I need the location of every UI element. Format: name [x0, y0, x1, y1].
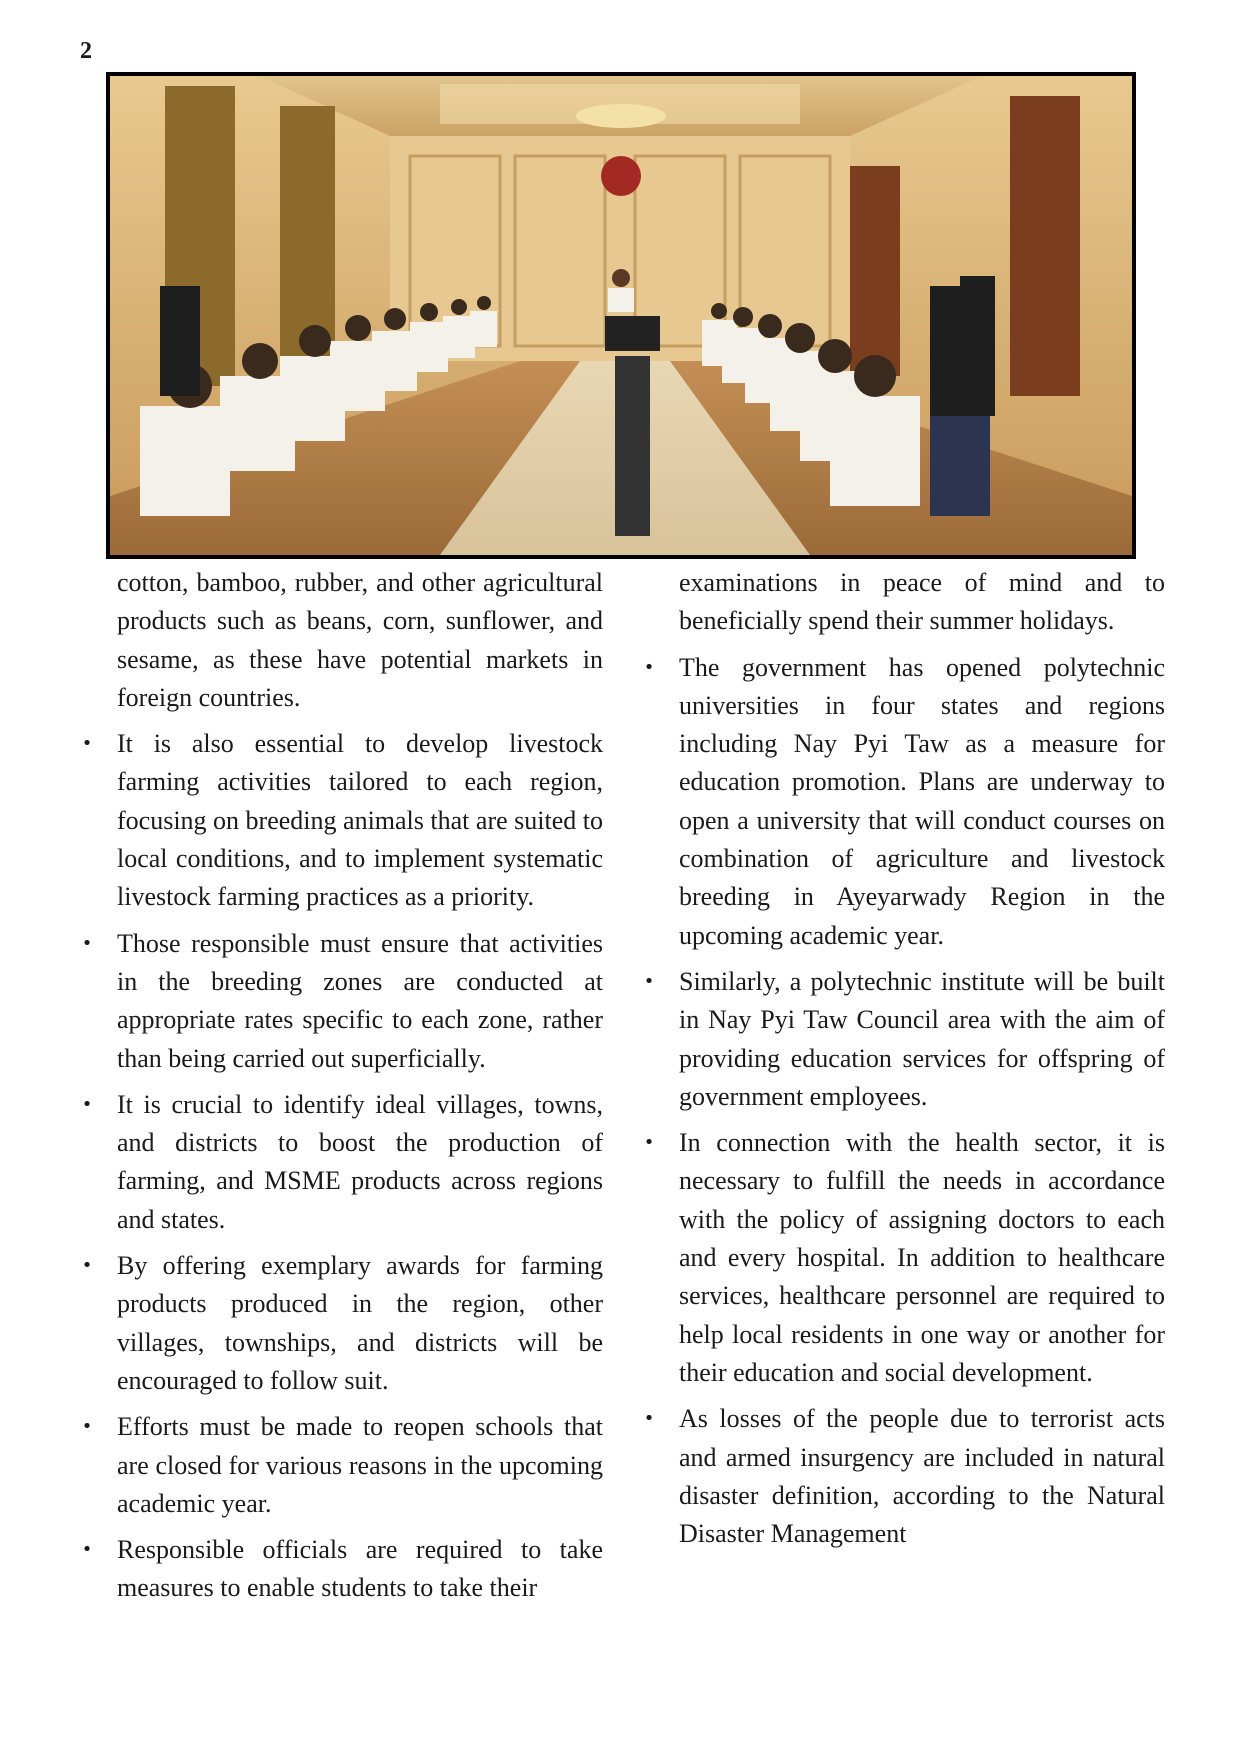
bullet-icon: • [643, 1408, 655, 1430]
list-item: • As losses of the people due to terrorist acts and armed insurgency are included in natural disaster definition, according to the Natural Disaster Management [679, 1400, 1165, 1553]
bullet-icon: • [81, 1255, 93, 1277]
list-item: • In connection with the health sector, it is necessary to fulfill the needs in accordance with the policy of assigning doctors to each and every hospital. In addition to healthcare services, healthcare personnel are required to help local residents in one way or another for their education and social development. [679, 1124, 1165, 1392]
bullet-icon: • [643, 656, 655, 678]
left-bullet-list [81, 725, 603, 1608]
meeting-photo-illustration [110, 76, 1132, 555]
right-continuation-paragraph: examinations in peace of mind and to beneficially spend their summer holidays. [679, 568, 1165, 636]
right-bullet-list [643, 649, 1165, 1554]
bullet-icon: • [81, 733, 93, 755]
list-item: • It is crucial to identify ideal villages, towns, and districts to boost the production of farming, and MSME products across regions and states. [117, 1086, 603, 1239]
bullet-icon: • [643, 970, 655, 992]
bullet-icon: • [81, 1539, 93, 1561]
left-continuation-paragraph: cotton, bamboo, rubber, and other agricultural products such as beans, corn, sunflower, and sesame, as these have potential markets in foreign countries. [117, 568, 603, 712]
bullet-icon: • [81, 1093, 93, 1115]
bullet-icon: • [81, 1416, 93, 1438]
list-item: • Responsible officials are required to take measures to enable students to take their [117, 1531, 603, 1608]
list-item: • Efforts must be made to reopen schools that are closed for various reasons in the upcoming academic year. [117, 1408, 603, 1523]
list-item: • By offering exemplary awards for farming products produced in the region, other villages, townships, and districts will be encouraged to follow suit. [117, 1247, 603, 1400]
list-item: • Those responsible must ensure that activities in the breeding zones are conducted at appropriate rates specific to each zone, rather than being carried out superficially. [117, 925, 603, 1078]
right-text-column [643, 564, 1165, 1553]
meeting-photo [106, 72, 1136, 559]
list-item: • Similarly, a polytechnic institute will be built in Nay Pyi Taw Council area with the aim of providing education services for offspring of government employees. [679, 963, 1165, 1116]
left-text-column [81, 564, 603, 1608]
bullet-icon: • [643, 1132, 655, 1154]
bullet-icon: • [81, 932, 93, 954]
list-item: • It is also essential to develop livestock farming activities tailored to each region, focusing on breeding animals that are suited to local conditions, and to implement systematic livestock farming practices as a priority. [117, 725, 603, 916]
page-number: 2 [80, 38, 92, 64]
list-item: • The government has opened polytechnic universities in four states and regions including Nay Pyi Taw as a measure for education promotion. Plans are underway to open a university that will conduct courses on combination of agriculture and livestock breeding in Ayeyarwady Region in the upcoming academic year. [679, 649, 1165, 955]
